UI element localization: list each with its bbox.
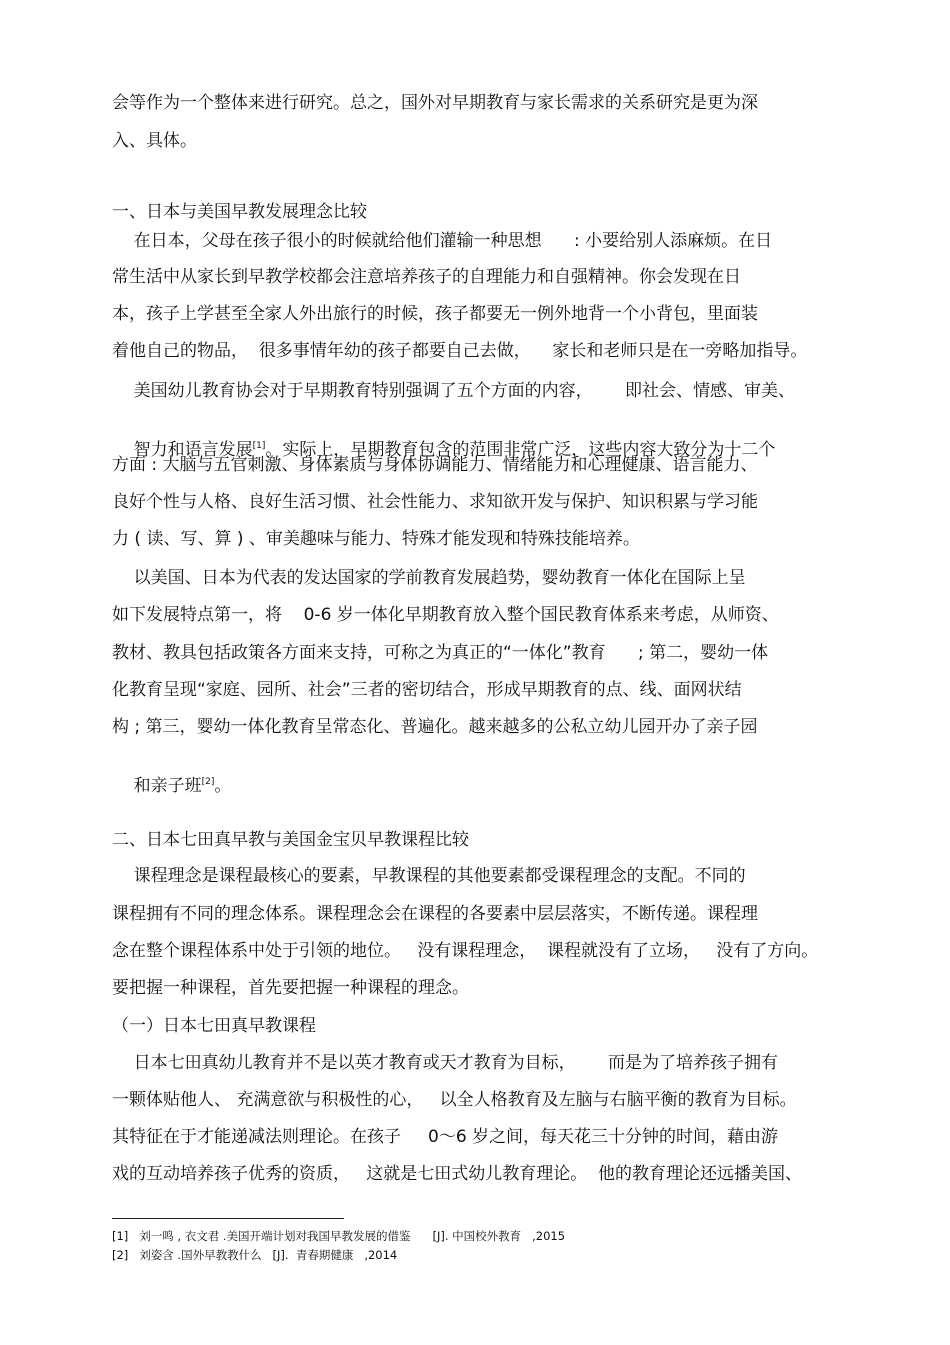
body-text-line: 力 ( 读、写、算 ) 、审美趣味与能力、特殊才能发现和特殊技能培养。	[112, 529, 640, 549]
body-text-line: 良好个性与人格、良好生活习惯、社会性能力、求知欲开发与保护、知识积累与学习能	[112, 492, 758, 512]
body-text-line: 要把握一种课程，首先要把握一种课程的理念。	[112, 978, 469, 998]
body-text-line: 一颗体贴他人、 充满意欲与积极性的心， 以全人格教育及左脑与右脑平衡的教育为目标。	[112, 1090, 797, 1110]
body-text-line: 以美国、日本为代表的发达国家的学前教育发展趋势，婴幼教育一体化在国际上呈	[112, 568, 746, 588]
body-text-line: 课程理念是课程最核心的要素，早教课程的其他要素都受课程理念的支配。不同的	[112, 866, 746, 886]
section-heading: 二、日本七田真早教与美国金宝贝早教课程比较	[112, 830, 469, 850]
body-text-line: 化教育呈现“家庭、园所、社会”三者的密切结合，形成早期教育的点、线、面网状结	[112, 680, 742, 700]
footnote: [1] 刘一鸣 , 衣文君 .美国开端计划对我国早教发展的借鉴 [J]. 中国校外教育 ,2015	[112, 1229, 566, 1243]
body-text-line-with-citation	[112, 753, 231, 819]
body-text-line: 入、具体。	[112, 131, 197, 151]
body-text-line: 如下发展特点第一，将 0-6 岁一体化早期教育放入整个国民教育体系来考虑，从师资、	[112, 605, 779, 625]
body-text-span: 和亲子班	[133, 776, 202, 796]
body-text-line: 方面 : 大脑与五官刺激、身体素质与身体协调能力、情绪能力和心理健康、语言能力、	[112, 455, 758, 475]
body-text-span: 。	[214, 776, 232, 796]
body-text-line: 构 ; 第三，婴幼一体化教育呈常态化、普遍化。越来越多的公私立幼儿园开办了亲子园	[112, 717, 758, 737]
body-text-line: 美国幼儿教育协会对于早期教育特别强调了五个方面的内容， 即社会、情感、审美、	[112, 381, 796, 401]
citation-ref: [2]	[201, 777, 215, 787]
footnote-divider	[112, 1218, 344, 1219]
body-text-line: 常生活中从家长到早教学校都会注意培养孩子的自理能力和自强精神。你会发现在日	[112, 267, 741, 287]
body-text-line: 其特征在于才能递减法则理论。在孩子 0～6 岁之间，每天花三十分钟的时间，藉由游	[112, 1127, 779, 1147]
body-text-line: 在日本，父母在孩子很小的时候就给他们灌输一种思想 : 小要给别人添麻烦。在日	[112, 231, 773, 251]
body-text-line: 本，孩子上学甚至全家人外出旅行的时候，孩子都要无一例外地背一个小背包，里面装	[112, 304, 758, 324]
body-text-line: 戏的互动培养孩子优秀的资质， 这就是七田式幼儿教育理论。 他的教育理论还远播美国、	[112, 1164, 803, 1184]
section-heading: 一、日本与美国早教发展理念比较	[112, 202, 367, 222]
body-text-line: 日本七田真幼儿教育并不是以英才教育或天才教育为目标， 而是为了培养孩子拥有	[112, 1053, 779, 1073]
body-text-span: 。实际上，早期教育包含的范围非常广泛，这些内容大致分为十二个	[265, 440, 776, 460]
citation-ref: [1]	[252, 441, 266, 451]
footnote: [2] 刘姿含 .国外早教教什么 [J]. 青春期健康 ,2014	[112, 1248, 398, 1262]
subsection-heading: （一）日本七田真早教课程	[112, 1016, 316, 1036]
body-text-line: 课程拥有不同的理念体系。课程理念会在课程的各要素中层层落实，不断传递。课程理	[112, 904, 758, 924]
body-text-line: 会等作为一个整体来进行研究。总之，国外对早期教育与家长需求的关系研究是更为深	[112, 93, 758, 113]
body-text-line: 着他自己的物品， 很多事情年幼的孩子都要自己去做， 家长和老师只是在一旁略加指导。	[112, 341, 808, 361]
body-text-line: 念在整个课程体系中处于引领的地位。 没有课程理念， 课程就没有了立场， 没有了方向。	[112, 941, 819, 961]
body-text-line: 教材、教具包括政策各方面来支持，可称之为真正的“一体化”教育 ; 第二，婴幼一体	[112, 643, 769, 663]
body-text-span: 智力和语言发展	[133, 440, 253, 460]
